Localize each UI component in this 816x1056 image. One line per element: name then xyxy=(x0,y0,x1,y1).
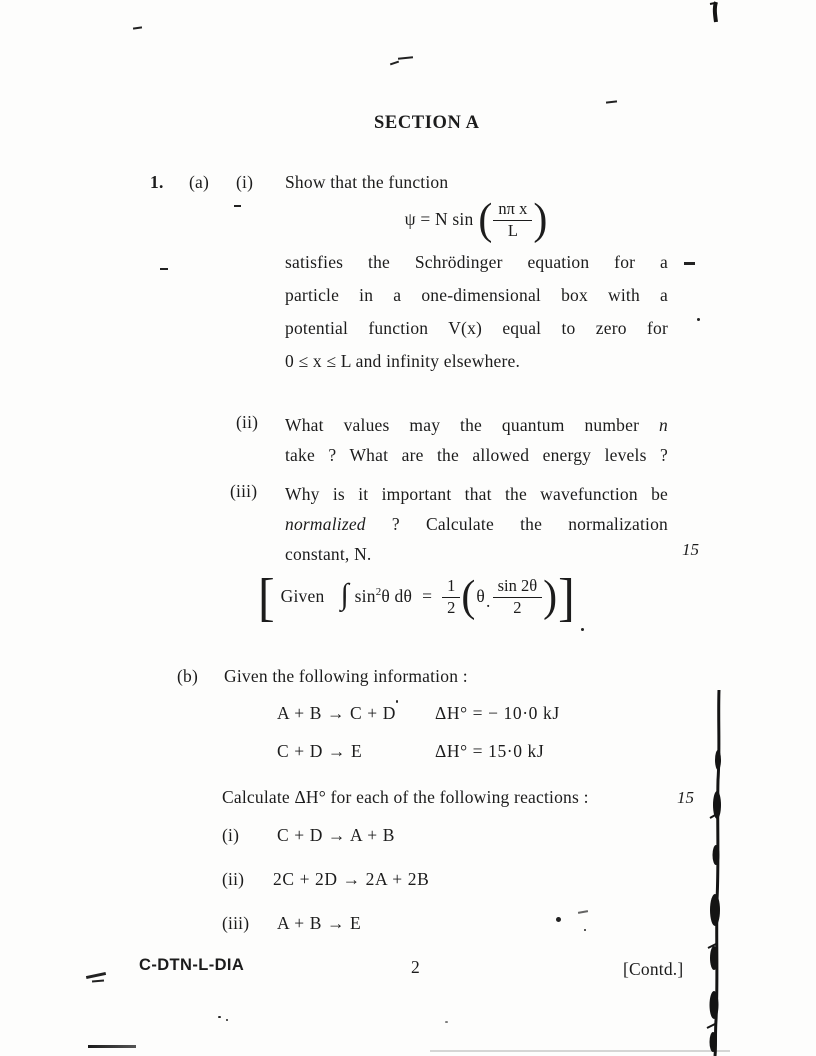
ink-dash xyxy=(234,205,241,207)
ink-dash xyxy=(160,268,168,270)
part-a-label: (a) xyxy=(189,172,210,192)
reaction-dh-2: ΔH° = 15·0 kJ xyxy=(435,741,545,761)
sub-i-intro: Show that the function xyxy=(285,172,449,192)
sub-ii-line2: take ? What are the allowed energy levels ? xyxy=(285,445,668,465)
integrand xyxy=(355,586,412,608)
sub-i-label: (i) xyxy=(236,172,254,192)
sin2theta-denominator: 2 xyxy=(513,597,522,617)
contd-label: [Contd.] xyxy=(623,959,684,979)
sub-ii-quantum-n: n xyxy=(659,415,668,435)
ink-dash xyxy=(578,910,588,914)
sub-ii-text xyxy=(285,410,668,470)
psi-formula-lhs: ψ = N sin xyxy=(404,209,474,230)
half-fraction xyxy=(442,577,460,618)
ink-dot xyxy=(218,1016,221,1018)
ink-dash xyxy=(390,61,399,66)
sin-text: sin xyxy=(354,586,376,607)
marks-part-b: 15 xyxy=(677,788,694,807)
corner-ink-tick xyxy=(700,0,730,28)
ink-dot xyxy=(226,1019,228,1021)
marks-part-a: 15 xyxy=(682,540,699,559)
inner-open-paren: ( xyxy=(461,572,476,622)
ink-dash xyxy=(133,26,142,29)
ink-smudge xyxy=(92,979,104,982)
close-bracket: ] xyxy=(558,567,575,627)
reaction-eq-1: A + B → C + D xyxy=(277,703,396,723)
part-b-intro: Given the following information : xyxy=(224,666,468,686)
ink-dash xyxy=(684,262,695,265)
sub-iii-line3: constant, N. xyxy=(285,544,372,564)
integral-sign: ∫ xyxy=(340,578,349,611)
sin2theta-fraction xyxy=(493,577,543,618)
psi-fraction-denominator: L xyxy=(507,220,518,240)
item-ii-eq: 2C + 2D → 2A + 2B xyxy=(273,869,430,889)
separator-dot: . xyxy=(486,591,491,612)
paper-code: C-DTN-L-DIA xyxy=(139,956,245,974)
open-paren: ( xyxy=(478,195,493,245)
sub-ii-line1-text: What values may the quantum number xyxy=(285,415,640,435)
reaction-eq-2: C + D → E xyxy=(277,741,363,761)
normalized-word: normalized xyxy=(285,514,366,534)
half-numerator: 1 xyxy=(442,577,460,598)
sub-iii-text xyxy=(285,479,668,569)
sub-iii-line1: Why is it important that the wavefunction be xyxy=(285,484,668,504)
binding-ink-strip xyxy=(704,690,730,1056)
sub-iii-line2-rest: ? Calculate the normalization xyxy=(365,514,668,534)
faint-bottom-line xyxy=(430,1050,730,1052)
sub-ii-line1 xyxy=(285,410,668,440)
item-ii-label: (ii) xyxy=(222,869,245,889)
item-i-eq: C + D → A + B xyxy=(277,825,395,845)
item-iii-eq: A + B → E xyxy=(277,913,362,933)
paragraph-line: satisfies the Schrödinger equation for a xyxy=(285,252,668,272)
ink-dot xyxy=(556,917,561,922)
squared-sup: 2 xyxy=(375,586,382,599)
calc-instruction: Calculate ΔH° for each of the following reactions : xyxy=(222,787,589,807)
item-i-label: (i) xyxy=(222,825,240,845)
sin2theta-numerator: sin 2θ xyxy=(493,577,543,598)
sub-i-paragraph xyxy=(285,246,668,378)
half-denominator: 2 xyxy=(447,597,456,617)
psi-fraction-numerator: nπ x xyxy=(493,200,532,221)
page-number: 2 xyxy=(411,957,420,977)
close-paren: ) xyxy=(533,195,548,245)
psi-fraction xyxy=(493,200,532,241)
ink-dot xyxy=(584,929,586,931)
sub-ii-label: (ii) xyxy=(236,412,259,432)
sub-iii-line2 xyxy=(285,509,668,539)
section-title: SECTION A xyxy=(374,113,480,133)
paragraph-line: 0 ≤ x ≤ L and infinity elsewhere. xyxy=(285,351,521,371)
ink-dot xyxy=(697,318,700,321)
ink-dash xyxy=(606,100,617,103)
reaction-dh-1: ΔH° = − 10·0 kJ xyxy=(435,703,560,723)
ink-dot xyxy=(445,1021,448,1023)
sub-iii-label: (iii) xyxy=(230,481,258,501)
ink-dot xyxy=(396,700,398,703)
given-label: Given xyxy=(280,586,325,607)
paragraph-line: particle in a one-dimensional box with a xyxy=(285,285,668,305)
paragraph-line: potential function V(x) equal to zero for xyxy=(285,318,668,338)
part-b-label: (b) xyxy=(177,666,199,686)
inner-close-paren: ) xyxy=(543,572,558,622)
item-iii-label: (iii) xyxy=(222,913,250,933)
ink-dot xyxy=(581,628,584,631)
given-integral-formula xyxy=(258,566,575,628)
open-bracket: [ xyxy=(258,567,275,627)
ink-dash xyxy=(398,56,413,60)
theta-term: θ xyxy=(476,586,486,607)
equals-sign: = xyxy=(422,586,433,607)
question-number: 1. xyxy=(150,172,164,192)
psi-formula xyxy=(285,194,668,246)
ink-smudge xyxy=(86,972,106,979)
theta-dtheta: θ dθ xyxy=(381,586,413,607)
ink-line xyxy=(88,1045,136,1048)
